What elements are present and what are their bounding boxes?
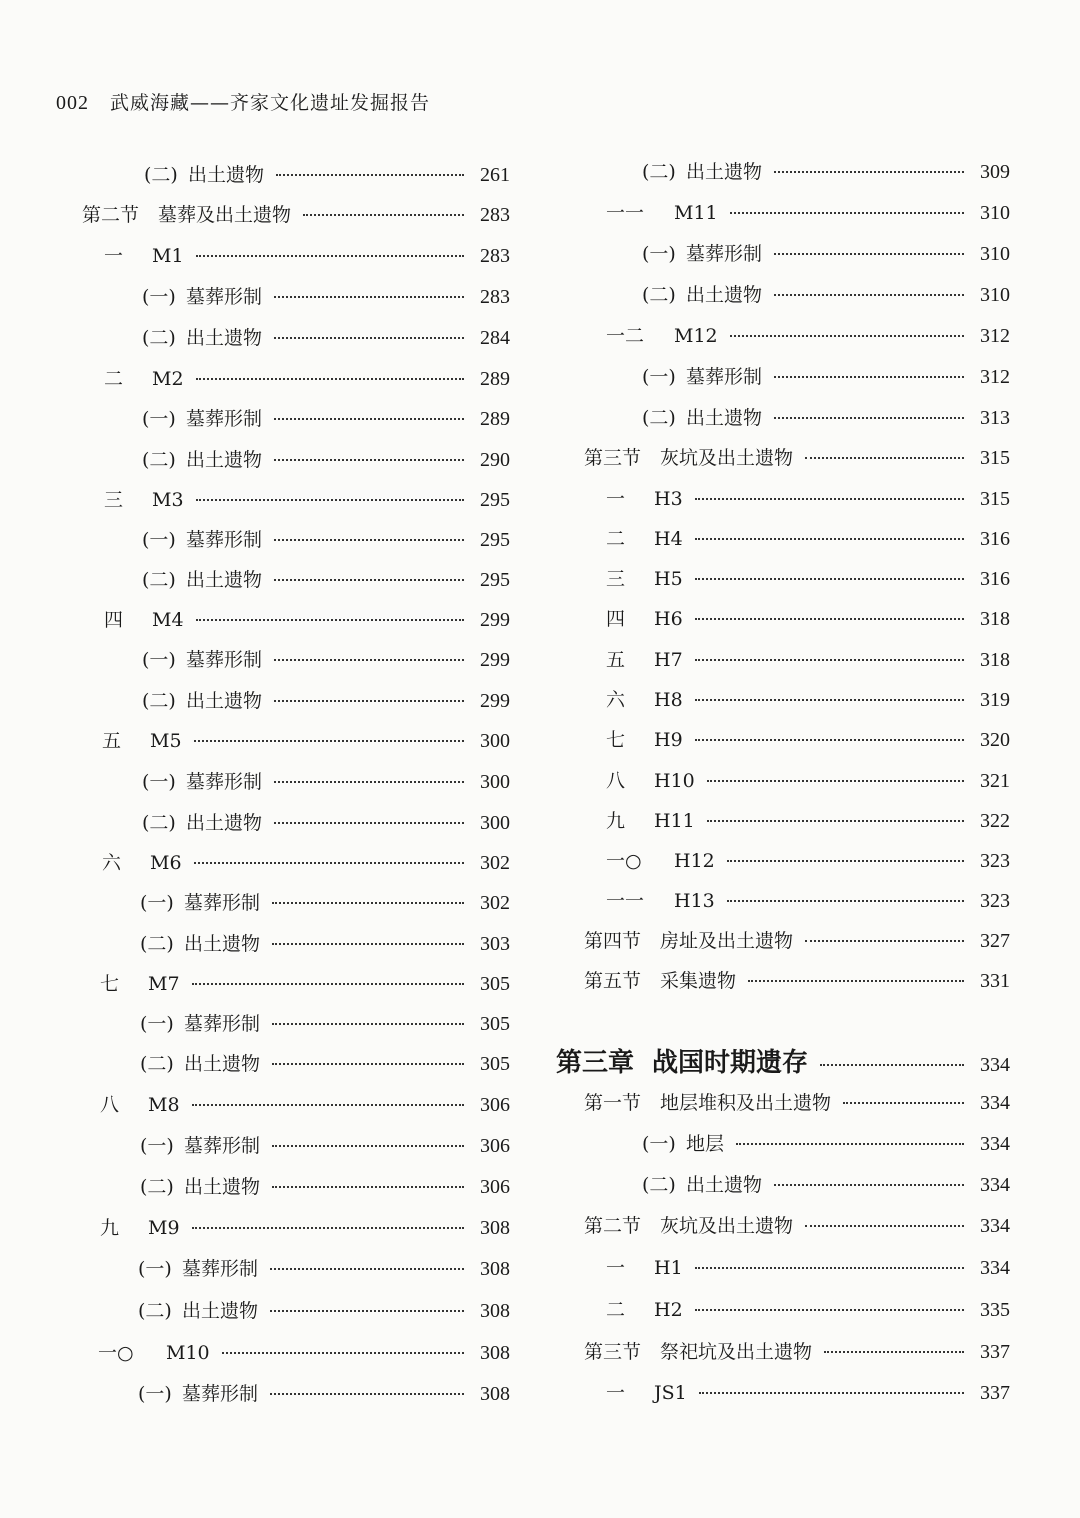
toc-entry-number: 五 xyxy=(606,649,626,671)
toc-entry-page: 305 xyxy=(480,973,510,995)
toc-entry-label: 出土遗物 xyxy=(184,933,261,955)
toc-entry-number: 一 xyxy=(606,488,626,510)
toc-entry-number: (一) xyxy=(642,366,676,388)
toc-entry-number: 第三章 xyxy=(556,1048,635,1078)
toc-entry xyxy=(642,403,1010,431)
toc-entry-number: 六 xyxy=(102,852,122,874)
dot-leader xyxy=(748,980,964,982)
toc-entry-number: (二) xyxy=(138,1300,172,1322)
toc-entry-number: 六 xyxy=(606,689,626,711)
dot-leader xyxy=(695,538,964,540)
toc-entry-label: M12 xyxy=(674,325,718,347)
toc-entry-label: H6 xyxy=(654,608,683,630)
toc-entry xyxy=(584,1088,1010,1116)
toc-entry-page: 299 xyxy=(480,690,510,712)
toc-entry-page: 316 xyxy=(980,568,1010,590)
toc-entry-number: 一 xyxy=(104,245,124,267)
toc-entry-number: (二) xyxy=(140,1053,174,1075)
toc-entry-label: M2 xyxy=(152,368,184,390)
toc-entry-page: 310 xyxy=(980,243,1010,265)
toc-entry-page: 295 xyxy=(480,529,510,551)
toc-entry-page: 335 xyxy=(980,1299,1010,1321)
toc-entry xyxy=(642,280,1010,308)
toc-entry-label: 房址及出土遗物 xyxy=(660,930,794,952)
toc-entry-page: 303 xyxy=(480,933,510,955)
toc-entry-label: H3 xyxy=(654,488,683,510)
toc-entry-label: 墓葬形制 xyxy=(186,529,263,551)
toc-entry-number: (一) xyxy=(142,408,176,430)
toc-entry-label: H12 xyxy=(674,850,715,872)
toc-entry-page: 310 xyxy=(980,284,1010,306)
dot-leader xyxy=(695,659,964,661)
toc-entry-page: 323 xyxy=(980,890,1010,912)
toc-entry-number: 三 xyxy=(606,568,626,590)
toc-entry-number: 七 xyxy=(606,729,626,751)
dot-leader xyxy=(695,578,964,580)
dot-leader xyxy=(695,618,964,620)
toc-entry-number: 第二节 xyxy=(584,1215,642,1237)
toc-entry-label: M9 xyxy=(148,1217,180,1239)
toc-entry-number: (一) xyxy=(140,892,174,914)
toc-entry-number: (一) xyxy=(142,529,176,551)
toc-entry-number: (二) xyxy=(144,164,178,186)
toc-entry-number: (二) xyxy=(142,812,176,834)
toc-entry-page: 306 xyxy=(480,1176,510,1198)
toc-entry-label: 墓葬形制 xyxy=(186,771,263,793)
toc-entry xyxy=(606,604,1010,632)
toc-entry-label: 出土遗物 xyxy=(186,449,263,471)
toc-entry-page: 321 xyxy=(980,770,1010,792)
toc-entry-label: 墓葬形制 xyxy=(184,1013,261,1035)
toc-entry-page: 308 xyxy=(480,1217,510,1239)
toc-entry-label: H5 xyxy=(654,568,683,590)
toc-entry-number: 一一 xyxy=(606,202,645,224)
toc-entry xyxy=(642,1170,1010,1198)
toc-entry-number: (一) xyxy=(142,771,176,793)
toc-entry-number: 二 xyxy=(606,1299,626,1321)
toc-entry xyxy=(606,846,1010,874)
toc-entry xyxy=(606,806,1010,834)
toc-entry-number: 九 xyxy=(606,810,626,832)
toc-entry-label: H11 xyxy=(654,810,695,832)
dot-leader xyxy=(695,1267,964,1269)
toc-entry xyxy=(606,564,1010,592)
dot-leader xyxy=(805,1225,964,1227)
toc-entry-number: (二) xyxy=(142,569,176,591)
toc-entry-number: 三 xyxy=(104,489,124,511)
toc-entry-label: 墓葬形制 xyxy=(182,1258,259,1280)
toc-entry-label: 出土遗物 xyxy=(686,284,763,306)
toc-entry-page: 295 xyxy=(480,489,510,511)
toc-entry-label: M4 xyxy=(152,609,184,631)
toc-entry-label: 墓葬形制 xyxy=(686,366,763,388)
toc-entry xyxy=(642,362,1010,390)
toc-entry-number: 一○ xyxy=(98,1342,134,1364)
toc-entry-page: 334 xyxy=(980,1054,1010,1076)
dot-leader xyxy=(730,335,964,337)
toc-entry-page: 334 xyxy=(980,1174,1010,1196)
toc-entry-number: (一) xyxy=(642,1133,676,1155)
toc-entry xyxy=(606,198,1010,226)
dot-leader xyxy=(820,1064,964,1066)
toc-entry-label: 地层堆积及出土遗物 xyxy=(660,1092,832,1114)
toc-entry-number: (二) xyxy=(642,1174,676,1196)
toc-entry-number: 一 xyxy=(606,1257,626,1279)
toc-entry-number: 一 xyxy=(606,1382,626,1404)
toc-entry xyxy=(584,1337,1010,1365)
dot-leader xyxy=(774,1184,964,1186)
toc-entry-number: (一) xyxy=(140,1013,174,1035)
toc-entry-label: H2 xyxy=(654,1299,683,1321)
toc-entry-number: (二) xyxy=(642,284,676,306)
toc-entry-label: JS1 xyxy=(654,1382,687,1404)
dot-leader xyxy=(774,417,964,419)
toc-entry-label: 出土遗物 xyxy=(686,161,763,183)
toc-entry-number: (一) xyxy=(142,649,176,671)
toc-entry-page: 337 xyxy=(980,1341,1010,1363)
toc-entry-label: 灰坑及出土遗物 xyxy=(660,447,794,469)
toc-entry-label: M1 xyxy=(152,245,184,267)
toc-entry-label: 出土遗物 xyxy=(186,569,263,591)
toc-entry xyxy=(606,1295,1010,1323)
toc-entry-number: (二) xyxy=(142,690,176,712)
toc-entry xyxy=(642,157,1010,185)
toc-entry-page: 334 xyxy=(980,1257,1010,1279)
toc-entry-number: (一) xyxy=(642,243,676,265)
toc-entry-page: 300 xyxy=(480,730,510,752)
toc-entry-label: M3 xyxy=(152,489,184,511)
toc-entry-label: H8 xyxy=(654,689,683,711)
dot-leader xyxy=(727,900,964,902)
toc-entry-label: 战国时期遗存 xyxy=(652,1048,809,1078)
toc-entry-page: 283 xyxy=(480,204,510,226)
toc-entry-number: 一○ xyxy=(606,850,642,872)
page-number: 002 xyxy=(56,92,89,114)
toc-entry-page: 312 xyxy=(980,325,1010,347)
toc-entry-number: 第三节 xyxy=(584,447,642,469)
toc-entry-label: 墓葬形制 xyxy=(186,286,263,308)
toc-entry-page: 300 xyxy=(480,771,510,793)
toc-entry-label: 灰坑及出土遗物 xyxy=(660,1215,794,1237)
toc-entry-label: 出土遗物 xyxy=(188,164,265,186)
dot-leader xyxy=(774,376,964,378)
toc-entry-page: 313 xyxy=(980,407,1010,429)
toc-entry xyxy=(606,685,1010,713)
toc-entry-label: H4 xyxy=(654,528,683,550)
toc-entry-number: 四 xyxy=(606,608,626,630)
toc-entry-number: 七 xyxy=(100,973,120,995)
book-title: 武威海藏——齐家文化遗址发掘报告 xyxy=(110,92,431,114)
toc-entry-page: 319 xyxy=(980,689,1010,711)
toc-entry-label: M6 xyxy=(150,852,182,874)
toc-entry-page: 310 xyxy=(980,202,1010,224)
toc-entry-page: 299 xyxy=(480,649,510,671)
toc-entry-page: 315 xyxy=(980,447,1010,469)
toc-entry xyxy=(606,725,1010,753)
toc-entry-number: 八 xyxy=(100,1094,120,1116)
toc-entry-label: H10 xyxy=(654,770,695,792)
toc-entry-label: 墓葬及出土遗物 xyxy=(158,204,292,226)
toc-entry-number: (二) xyxy=(642,407,676,429)
dot-leader xyxy=(730,212,964,214)
toc-entry xyxy=(606,524,1010,552)
dot-leader xyxy=(805,940,964,942)
toc-entry-page: 299 xyxy=(480,609,510,631)
toc-entry-page: 327 xyxy=(980,930,1010,952)
toc-entry-page: 302 xyxy=(480,852,510,874)
toc-entry-page: 290 xyxy=(480,449,510,471)
toc-entry xyxy=(606,645,1010,673)
toc-entry-page: 334 xyxy=(980,1092,1010,1114)
toc-entry-page: 334 xyxy=(980,1215,1010,1237)
toc-entry xyxy=(606,1253,1010,1281)
toc-entry-label: H7 xyxy=(654,649,683,671)
toc-entry xyxy=(584,1211,1010,1239)
toc-entry-page: 337 xyxy=(980,1382,1010,1404)
toc-entry xyxy=(606,1378,1010,1406)
dot-leader xyxy=(695,1309,964,1311)
toc-entry-page: 318 xyxy=(980,608,1010,630)
toc-entry-label: 出土遗物 xyxy=(184,1053,261,1075)
toc-entry-number: (二) xyxy=(140,1176,174,1198)
toc-entry-label: 墓葬形制 xyxy=(686,243,763,265)
dot-leader xyxy=(736,1143,964,1145)
toc-entry-number: 九 xyxy=(100,1217,120,1239)
toc-entry-label: H1 xyxy=(654,1257,683,1279)
dot-leader xyxy=(699,1392,964,1394)
toc-entry-label: 出土遗物 xyxy=(186,327,263,349)
toc-entry-label: 墓葬形制 xyxy=(184,1135,261,1157)
toc-entry-number: 第三节 xyxy=(584,1341,642,1363)
toc-entry-number: 一一 xyxy=(606,890,645,912)
toc-entry-label: 地层 xyxy=(686,1133,725,1155)
toc-entry-page: 315 xyxy=(980,488,1010,510)
toc-entry-label: M11 xyxy=(674,202,718,224)
toc-entry-label: M7 xyxy=(148,973,180,995)
toc-entry-number: (二) xyxy=(142,327,176,349)
toc-entry xyxy=(606,886,1010,914)
toc-entry-page: 331 xyxy=(980,970,1010,992)
toc-entry-page: 300 xyxy=(480,812,510,834)
toc-entry-page: 322 xyxy=(980,810,1010,832)
toc-entry-number: 第二节 xyxy=(82,204,140,226)
toc-entry xyxy=(642,239,1010,267)
toc-entry-number: 第四节 xyxy=(584,930,642,952)
toc-entry-page: 283 xyxy=(480,286,510,308)
toc-entry-page: 320 xyxy=(980,729,1010,751)
toc-entry-page: 295 xyxy=(480,569,510,591)
toc-entry-number: (一) xyxy=(142,286,176,308)
dot-leader xyxy=(695,498,964,500)
dot-leader xyxy=(805,457,964,459)
toc-entry-number: 二 xyxy=(104,368,124,390)
toc-entry xyxy=(584,966,1010,994)
toc-entry-label: 出土遗物 xyxy=(186,690,263,712)
toc-entry xyxy=(584,443,1010,471)
toc-entry-number: 四 xyxy=(104,609,124,631)
toc-entry-label: H9 xyxy=(654,729,683,751)
toc-entry-page: 334 xyxy=(980,1133,1010,1155)
toc-entry-page: 309 xyxy=(980,161,1010,183)
toc-entry-number: 第一节 xyxy=(584,1092,642,1114)
toc-entry-page: 289 xyxy=(480,408,510,430)
toc-entry xyxy=(606,484,1010,512)
dot-leader xyxy=(774,294,964,296)
toc-entry-page: 289 xyxy=(480,368,510,390)
toc-entry-page: 318 xyxy=(980,649,1010,671)
toc-entry-page: 305 xyxy=(480,1053,510,1075)
toc-entry-page: 308 xyxy=(480,1300,510,1322)
dot-leader xyxy=(824,1351,964,1353)
toc-entry-page: 306 xyxy=(480,1135,510,1157)
toc-entry-page: 308 xyxy=(480,1258,510,1280)
toc-entry-number: (一) xyxy=(138,1258,172,1280)
toc-entry-label: M10 xyxy=(166,1342,210,1364)
toc-entry-page: 284 xyxy=(480,327,510,349)
dot-leader xyxy=(774,171,964,173)
toc-entry-number: (二) xyxy=(140,933,174,955)
toc-entry-label: 墓葬形制 xyxy=(182,1383,259,1405)
toc-entry-number: 五 xyxy=(102,730,122,752)
dot-leader xyxy=(727,860,964,862)
toc-entry-page: 308 xyxy=(480,1342,510,1364)
dot-leader xyxy=(707,780,964,782)
toc-entry-page: 308 xyxy=(480,1383,510,1405)
toc-entry-label: M8 xyxy=(148,1094,180,1116)
dot-leader xyxy=(707,820,964,822)
toc-entry-page: 316 xyxy=(980,528,1010,550)
toc-entry-number: (一) xyxy=(138,1383,172,1405)
toc-entry-page: 306 xyxy=(480,1094,510,1116)
dot-leader xyxy=(774,253,964,255)
toc-entry-label: 出土遗物 xyxy=(182,1300,259,1322)
toc-entry-number: 第五节 xyxy=(584,970,642,992)
toc-entry-page: 261 xyxy=(480,164,510,186)
toc-entry-label: 祭祀坑及出土遗物 xyxy=(660,1341,813,1363)
toc-entry xyxy=(642,1129,1010,1157)
toc-entry-page: 305 xyxy=(480,1013,510,1035)
toc-entry xyxy=(606,766,1010,794)
toc-entry-label: 墓葬形制 xyxy=(186,408,263,430)
toc-entry-page: 323 xyxy=(980,850,1010,872)
toc-entry-label: 墓葬形制 xyxy=(186,649,263,671)
toc-entry-label: M5 xyxy=(150,730,182,752)
toc-entry-label: H13 xyxy=(674,890,715,912)
toc-entry-number: (二) xyxy=(142,449,176,471)
toc-entry-label: 出土遗物 xyxy=(184,1176,261,1198)
toc-entry xyxy=(606,321,1010,349)
toc-entry xyxy=(584,926,1010,954)
toc-entry-label: 出土遗物 xyxy=(686,1174,763,1196)
toc-entry-label: 采集遗物 xyxy=(660,970,737,992)
dot-leader xyxy=(843,1102,964,1104)
dot-leader xyxy=(695,739,964,741)
toc-entry-page: 283 xyxy=(480,245,510,267)
toc-entry-label: 出土遗物 xyxy=(686,407,763,429)
toc-entry-number: (一) xyxy=(140,1135,174,1157)
toc-entry-page: 302 xyxy=(480,892,510,914)
toc-entry xyxy=(556,1042,1010,1078)
toc-entry-page: 312 xyxy=(980,366,1010,388)
toc-entry-number: 八 xyxy=(606,770,626,792)
toc-entry-number: 一二 xyxy=(606,325,645,347)
toc-entry-label: 出土遗物 xyxy=(186,812,263,834)
toc-entry-number: 二 xyxy=(606,528,626,550)
dot-leader xyxy=(695,699,964,701)
toc-entry-number: (二) xyxy=(642,161,676,183)
toc-entry-label: 墓葬形制 xyxy=(184,892,261,914)
